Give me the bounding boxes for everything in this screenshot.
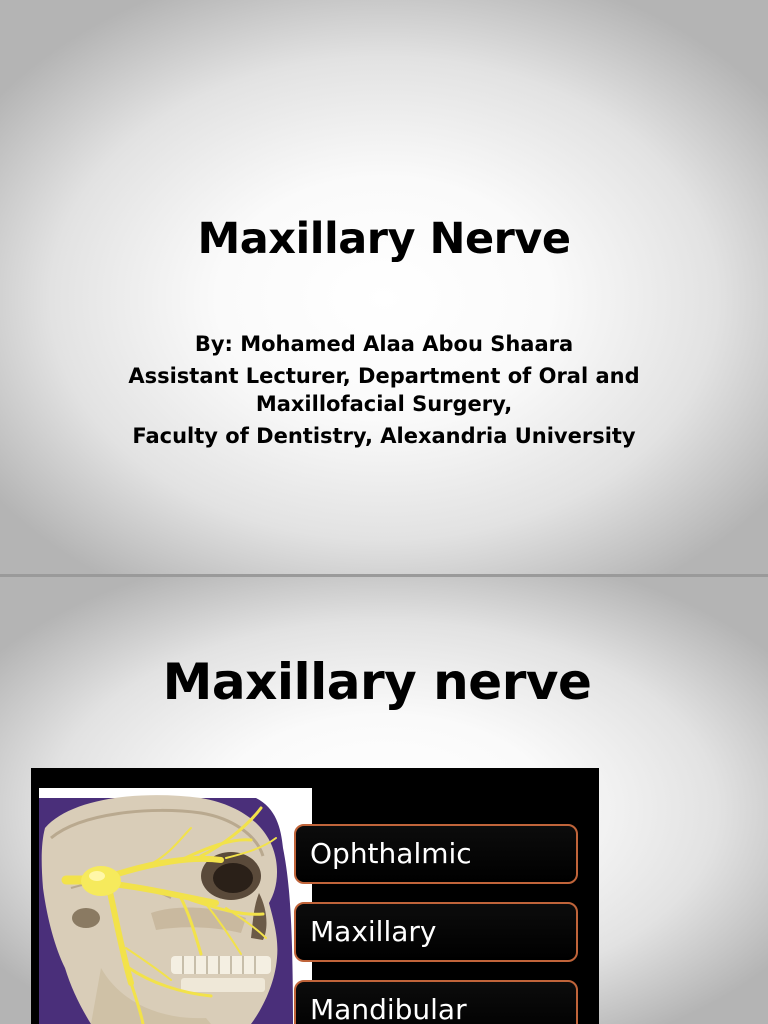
author-info	[60, 330, 708, 450]
trigeminal-nerve-figure	[31, 768, 599, 1024]
branch-ophthalmic: Ophthalmic	[294, 824, 578, 884]
slide-title: Maxillary nerve	[162, 653, 592, 711]
content-slide	[0, 577, 768, 1024]
author-name: By: Mohamed Alaa Abou Shaara	[194, 332, 574, 356]
affiliation: Faculty of Dentistry, Alexandria University	[132, 424, 636, 448]
slide-title: Maxillary Nerve	[197, 214, 571, 264]
position-line-2: Maxillofacial Surgery,	[255, 392, 513, 416]
branch-maxillary: Maxillary	[294, 902, 578, 962]
branch-mandibular: Mandibular	[294, 980, 578, 1024]
position-line-1: Assistant Lecturer, Department of Oral and	[128, 364, 640, 388]
